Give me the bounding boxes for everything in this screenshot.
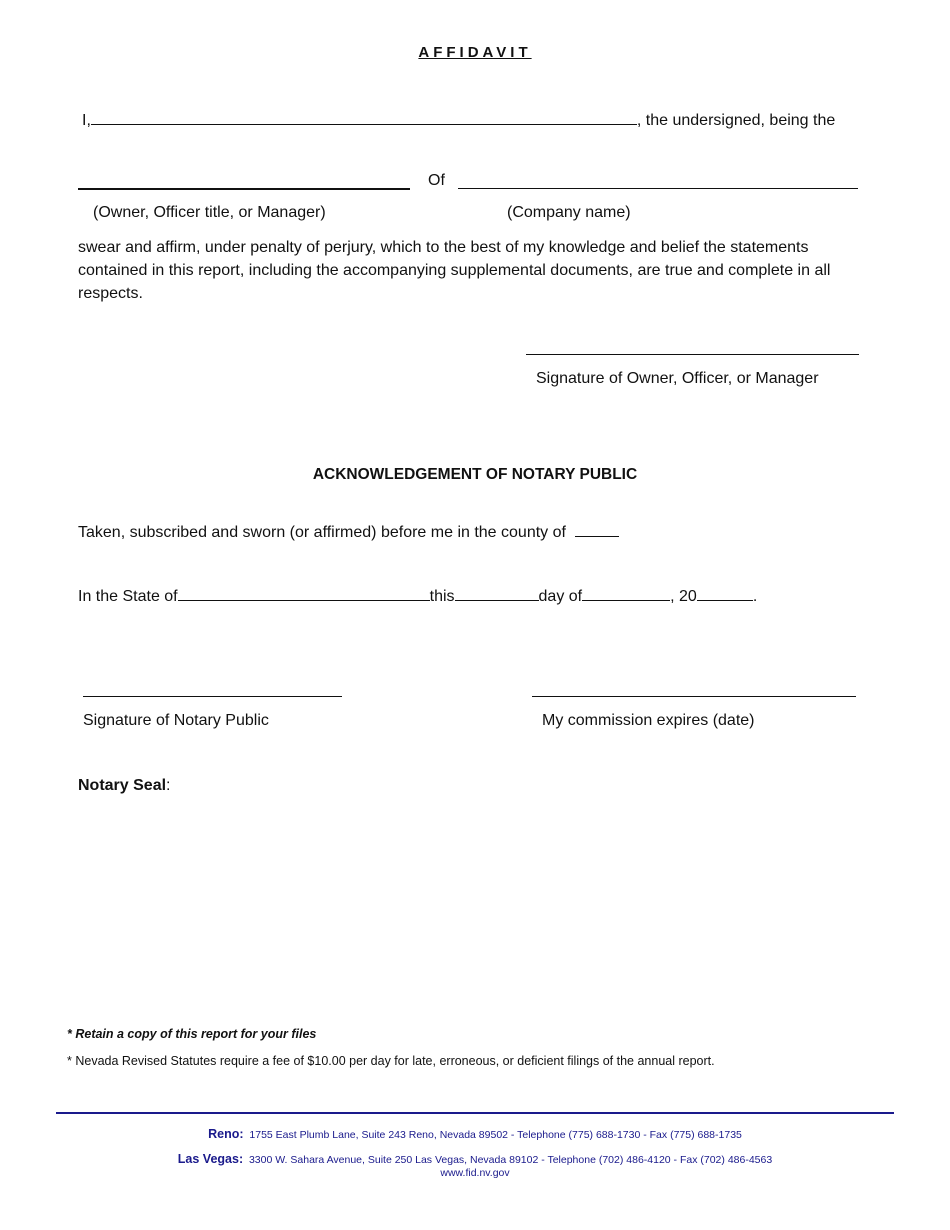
affiant-line [82,108,835,130]
notary-signature-field[interactable] [83,696,342,697]
commission-date-field[interactable] [532,696,856,697]
affiant-suffix: , the undersigned, being the [636,112,836,129]
notary-seal-label: Notary Seal [78,777,167,794]
affidavit-title: AFFIDAVIT [418,44,532,61]
affiant-prefix: I, [82,112,91,129]
county-text: Taken, subscribed and sworn (or affirmed) before me in the county of [78,524,566,541]
owner-title-field[interactable] [78,188,410,190]
this-label: this [429,588,455,605]
fee-note: * Nevada Revised Statutes require a fee of $10.00 per day for late, erroneous, or deficient filings of the annual report. [67,1054,715,1068]
notary-signature-caption: Signature of Notary Public [83,712,269,729]
county-field[interactable] [575,520,619,537]
affiant-name-field[interactable] [91,108,637,125]
footer-reno: Reno: 1755 East Plumb Lane, Suite 243 Reno, Nevada 89502 - Telephone (775) 688-1730 - Fax (775) 688-1735 [208,1127,742,1141]
state-field[interactable] [178,584,430,601]
year-end: . [752,588,758,605]
notary-seal-colon: : [166,777,171,794]
company-caption: (Company name) [507,204,631,221]
footer-las-vegas: Las Vegas: 3300 W. Sahara Avenue, Suite 250 Las Vegas, Nevada 89102 - Telephone (702) 486-4120 - Fax (702) 486-4563 [177,1152,773,1166]
owner-caption: (Owner, Officer title, or Manager) [93,204,326,221]
day-of-label: day of [538,588,583,605]
lv-address: 3300 W. Sahara Avenue, Suite 250 Las Vegas, Nevada 89102 - Telephone (702) 486-4120 - Fax (702) 486-4563 [248,1154,773,1166]
footer-divider [56,1112,894,1114]
footer-website[interactable]: www.fid.nv.gov [440,1167,510,1179]
state-label: In the State of [78,588,178,605]
reno-address: 1755 East Plumb Lane, Suite 243 Reno, Nevada 89502 - Telephone (775) 688-1730 - Fax (775) 688-1735 [249,1129,742,1141]
state-line [78,584,757,606]
owner-signature-field[interactable] [526,354,859,355]
day-field[interactable] [455,584,539,601]
notary-seal-line [78,777,171,795]
owner-signature-caption: Signature of Owner, Officer, or Manager [536,370,819,387]
notary-heading: ACKNOWLEDGEMENT OF NOTARY PUBLIC [312,466,638,483]
year-field[interactable] [697,584,753,601]
company-name-field[interactable] [458,188,858,189]
lv-label: Las Vegas [177,1152,239,1166]
commission-caption: My commission expires (date) [542,712,755,729]
retain-note: * Retain a copy of this report for your files [67,1027,317,1041]
of-label: Of [428,172,445,189]
county-line [78,520,619,542]
affidavit-statement: swear and affirm, under penalty of perjury, which to the best of my knowledge and belief the statements contained in this report, including the accompanying supplemental documents, are true and complete in all respects. [78,239,831,302]
year-prefix: , 20 [670,588,697,605]
month-field[interactable] [582,584,670,601]
reno-label: Reno [208,1127,240,1141]
